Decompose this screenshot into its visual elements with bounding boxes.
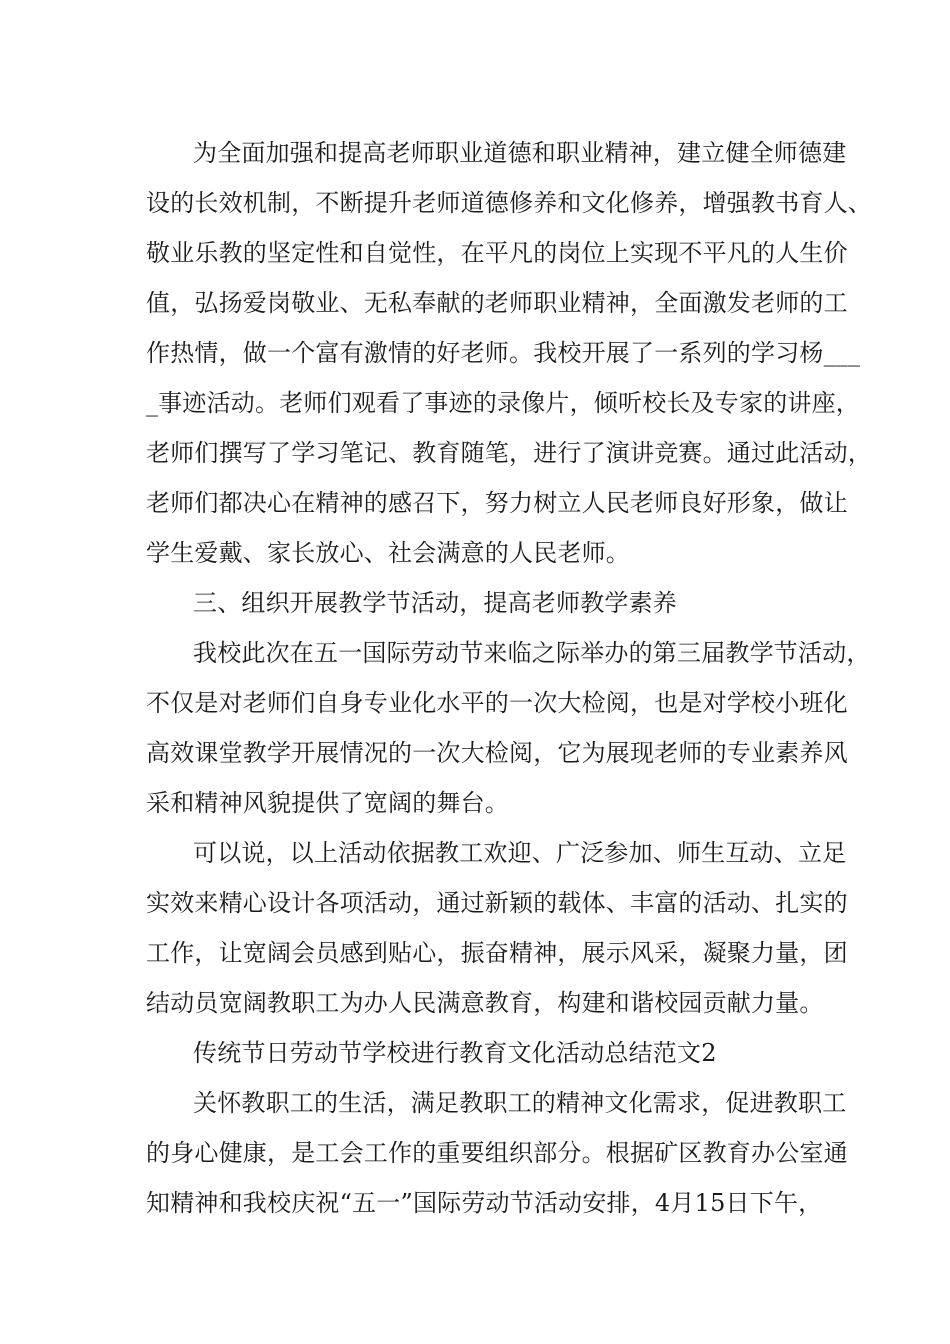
paragraph-2-line-4: 采和精神风貌提供了宽阔的舞台。 — [146, 789, 509, 817]
paragraph-4-line-2: 的身心健康，是工会工作的重要组织部分。根据矿区教育办公室通 — [146, 1139, 848, 1167]
paragraph-1-line-3: 敬业乐教的坚定性和自觉性，在平凡的岗位上实现不平凡的人生价 — [146, 239, 848, 267]
paragraph-4-line-3: 知精神和我校庆祝“五一”国际劳动节活动安排，4月15日下午， — [146, 1189, 823, 1217]
paragraph-2-line-3: 高效课堂教学开展情况的一次大检阅，它为展现老师的专业素养风 — [146, 739, 848, 767]
paragraph-3-line-3: 工作，让宽阔会员感到贴心，振奋精神，展示风采，凝聚力量，团 — [146, 939, 848, 967]
paragraph-1-line-2: 设的长效机制，不断提升老师道德修养和文化修养，增强教书育人、 — [146, 189, 872, 217]
article-title: 传统节日劳动节学校进行教育文化活动总结范文2 — [193, 1039, 717, 1067]
paragraph-3-line-4: 结动员宽阔教职工为办人民满意教育，构建和谐校园贡献力量。 — [146, 989, 824, 1017]
paragraph-1-line-5: 作热情，做一个富有激情的好老师。我校开展了一系列的学习杨___ — [146, 339, 861, 367]
paragraph-1-line-1: 为全面加强和提高老师职业道德和职业精神，建立健全师德建 — [193, 139, 847, 167]
paragraph-2-line-1: 我校此次在五一国际劳动节来临之际举办的第三届教学节活动， — [193, 639, 871, 667]
paragraph-1-line-9: 学生爱戴、家长放心、社会满意的人民老师。 — [146, 539, 630, 567]
paragraph-4-line-1: 关怀教职工的生活，满足教职工的精神文化需求，促进教职工 — [193, 1089, 847, 1117]
paragraph-3-line-2: 实效来精心设计各项活动，通过新颖的载体、丰富的活动、扎实的 — [146, 889, 848, 917]
paragraph-3-line-1: 可以说，以上活动依据教工欢迎、广泛参加、师生互动、立足 — [193, 839, 847, 867]
paragraph-1-line-7: 老师们撰写了学习笔记、教育随笔，进行了演讲竞赛。通过此活动， — [146, 439, 872, 467]
paragraph-1-line-4: 值，弘扬爱岗敬业、无私奉献的老师职业精神，全面激发老师的工 — [146, 289, 848, 317]
paragraph-1-line-8: 老师们都决心在精神的感召下，努力树立人民老师良好形象，做让 — [146, 489, 848, 517]
paragraph-2-line-2: 不仅是对老师们自身专业化水平的一次大检阅，也是对学校小班化 — [146, 689, 848, 717]
paragraph-1-line-6: _事迹活动。老师们观看了事迹的录像片，倾听校长及专家的讲座， — [146, 389, 860, 417]
section-heading: 三、组织开展教学节活动，提高老师教学素养 — [193, 589, 677, 617]
